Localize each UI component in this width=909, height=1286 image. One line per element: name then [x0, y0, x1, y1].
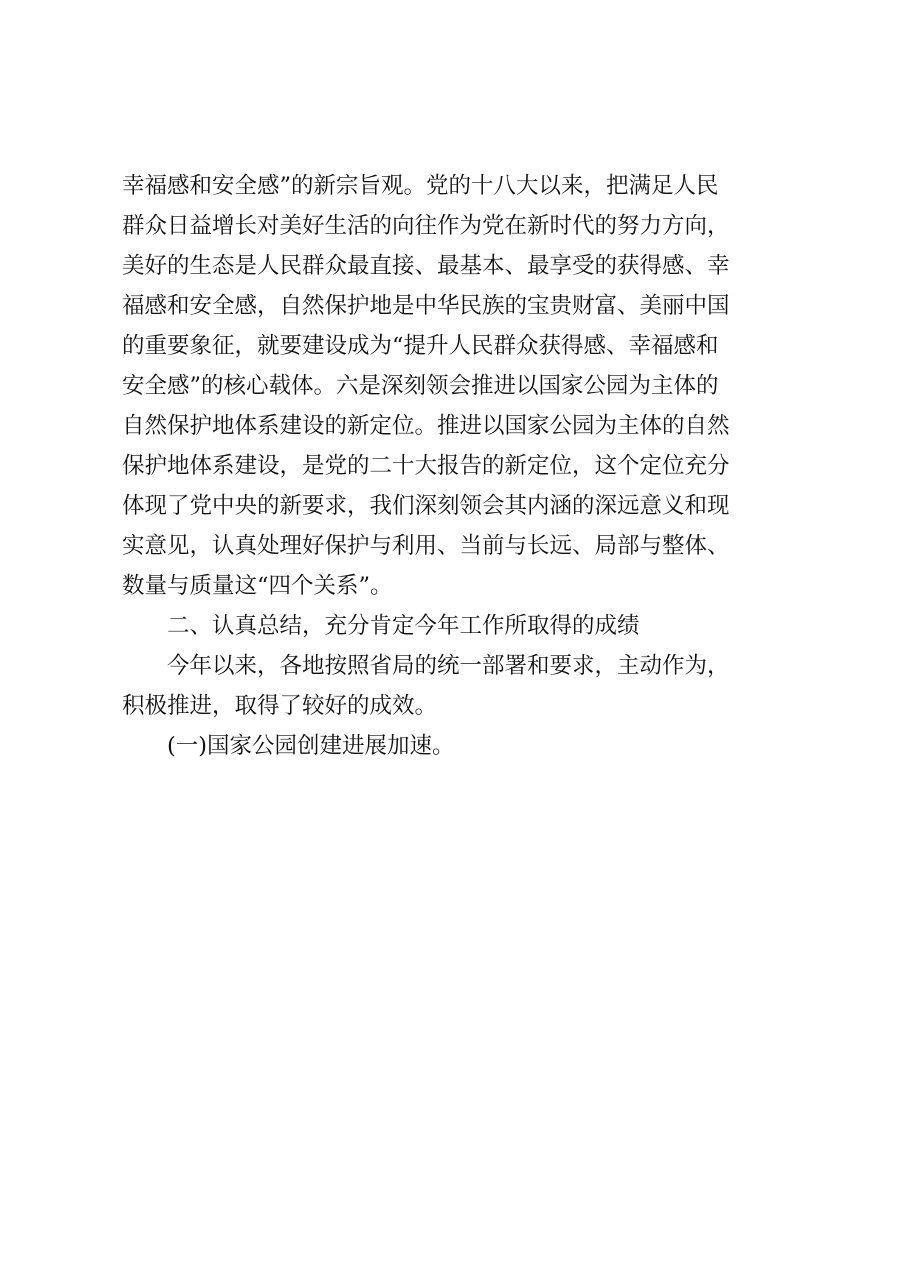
- paragraph-line: 幸福感和安全感”的新宗旨观。党的十八大以来，把满足人民: [122, 173, 719, 199]
- paragraph-line: 安全感”的核心载体。六是深刻领会推进以国家公园为主体的: [122, 373, 719, 399]
- paragraph-line: 体现了党中央的新要求，我们深刻领会其内涵的深远意义和现: [122, 493, 730, 519]
- paragraph-line: 福感和安全感，自然保护地是中华民族的宝贵财富、美丽中国: [122, 293, 730, 319]
- paragraph-line: 的重要象征，就要建设成为“提升人民群众获得感、幸福感和: [122, 333, 719, 359]
- paragraph-line: 实意见，认真处理好保护与利用、当前与长远、局部与整体、: [122, 533, 730, 559]
- paragraph-line: 美好的生态是人民群众最直接、最基本、最享受的获得感、幸: [122, 253, 730, 279]
- document-body: [122, 166, 802, 766]
- subsection-heading: (一)国家公园创建进展加速。: [167, 733, 455, 759]
- paragraph-line: 保护地体系建设，是党的二十大报告的新定位，这个定位充分: [122, 453, 730, 479]
- paragraph-line: 今年以来，各地按照省局的统一部署和要求，主动作为，: [167, 653, 730, 679]
- paragraph-line: 积极推进，取得了较好的成效。: [122, 693, 438, 719]
- paragraph-line: 数量与质量这“四个关系”。: [122, 573, 393, 599]
- paragraph-line: 群众日益增长对美好生活的向往作为党在新时代的努力方向，: [122, 213, 730, 239]
- paragraph-line: 自然保护地体系建设的新定位。推进以国家公园为主体的自然: [122, 413, 730, 439]
- section-heading: 二、认真总结，充分肯定今年工作所取得的成绩: [167, 613, 640, 639]
